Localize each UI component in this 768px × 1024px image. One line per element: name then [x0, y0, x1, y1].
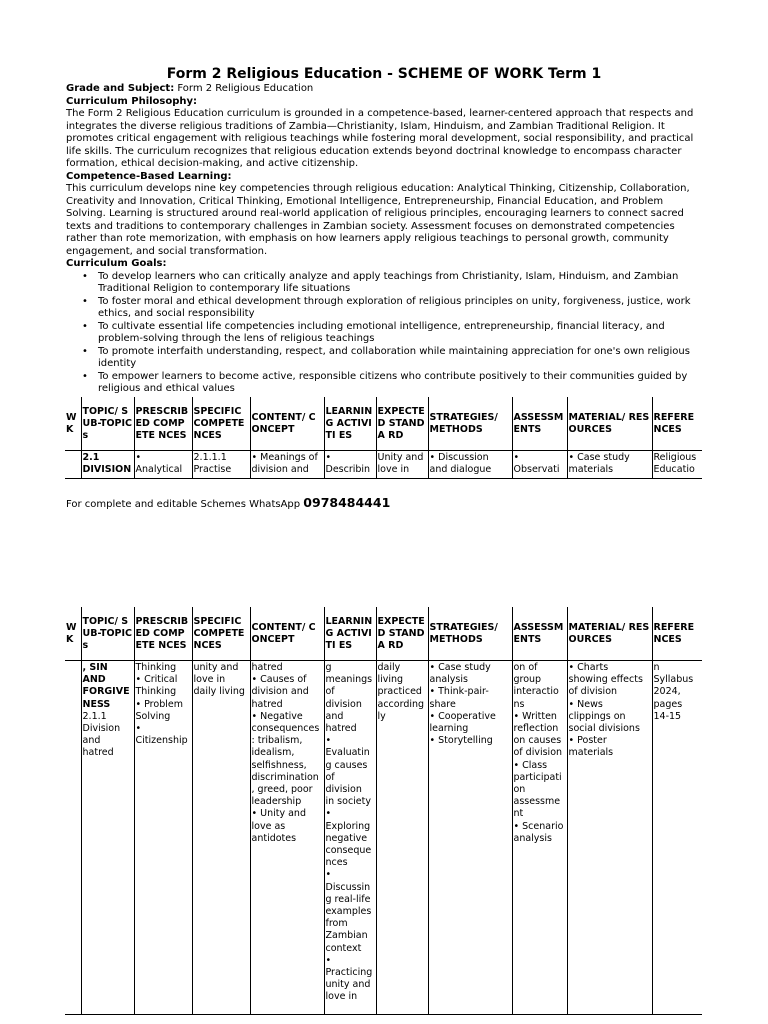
cell-line: Describin	[325, 464, 371, 476]
cell-line: Discussin	[325, 881, 371, 893]
cell-line: love in	[325, 991, 358, 1003]
cell-line: and	[325, 710, 344, 722]
cell-line: g	[325, 662, 332, 673]
cell-line: • Causes of	[251, 674, 307, 686]
cell-line: Exploring	[325, 820, 371, 832]
cell-line: g real-life	[325, 893, 371, 905]
column-header: TOPIC/ SUB-TOPICs	[81, 607, 134, 661]
goal-item: • To promote interfaith understanding, respect, and collaboration while maintaining appreciation for one's own religious identity	[98, 346, 698, 371]
column-header: SPECIFIC COMPETE NCES	[192, 397, 250, 451]
table-cell	[428, 661, 512, 1015]
cell-line: clippings on	[568, 710, 626, 722]
cell-line: in society	[325, 796, 371, 808]
scheme-table-page1	[65, 397, 702, 479]
column-header: SPECIFIC COMPETE NCES	[192, 607, 250, 661]
cell-line: love in	[377, 464, 410, 476]
cell-line: DIVISION	[82, 464, 132, 476]
cell-line: , SIN	[82, 662, 108, 673]
grade-and-subject	[66, 83, 698, 96]
cell-line: of division	[568, 686, 618, 698]
cell-line: • Case study	[429, 662, 491, 673]
cell-line: Citizenship	[135, 735, 188, 747]
cell-line: negative	[325, 832, 368, 844]
scheme-table-page2	[65, 607, 702, 1015]
table-cell	[134, 451, 192, 479]
table-cell	[376, 451, 428, 479]
cell-line: assessme	[513, 796, 561, 808]
cell-line: on causes	[513, 735, 562, 747]
cell-line: division	[325, 698, 362, 710]
cell-line: idealism,	[251, 747, 295, 759]
column-header: CONTENT/ CONCEPT	[250, 607, 324, 661]
table-cell	[134, 661, 192, 1015]
cell-line: consequences	[251, 723, 320, 735]
cell-line: interactio	[513, 686, 559, 698]
cell-line: division and	[251, 464, 309, 476]
cell-line: according	[377, 698, 425, 710]
cell-line: 2.1	[82, 452, 100, 463]
cell-line: NESS	[82, 698, 111, 710]
cell-line: ly	[377, 710, 386, 722]
table-header-row	[65, 397, 702, 451]
cell-line: reflection	[513, 723, 559, 735]
cell-line: , greed, poor	[251, 784, 313, 796]
table-cell	[81, 661, 134, 1015]
cell-line: ns	[513, 698, 525, 710]
cell-line: n	[653, 662, 660, 673]
cell-line: leadership	[251, 796, 302, 808]
column-header: W K	[65, 607, 81, 661]
cell-line: 2024,	[653, 686, 681, 698]
column-header: TOPIC/ SUB-TOPICs	[81, 397, 134, 451]
cell-line: hatred	[251, 698, 283, 710]
goals-heading: Curriculum Goals:	[66, 258, 167, 269]
cell-line: hatred	[251, 662, 283, 673]
table-header-row	[65, 607, 702, 661]
cell-line: on	[513, 784, 526, 796]
cell-line: • Case study	[568, 452, 630, 463]
cell-line: hatred	[82, 747, 114, 759]
goal-item: • To foster moral and ethical development through exploration of religious principles on unity, forgiveness, justice, work ethics, and social responsibility	[98, 296, 698, 321]
table-cell	[512, 661, 567, 1015]
column-header: REFERE NCES	[652, 397, 702, 451]
cell-line: • Scenario	[513, 820, 564, 832]
cell-line: AND	[82, 674, 106, 686]
column-header: STRATEGIES/ METHODS	[428, 397, 512, 451]
column-header: CONTENT/ CONCEPT	[250, 397, 324, 451]
cbl-text: This curriculum develops nine key competencies through religious education: Analytical Thinking, Citizenship, Collaboration, Creativity and Innovation, Critical Thinking, Emotional Intelligence, Entrepreneurship, Financial Education, and Problem Solving. Learning is structured around real-world application of religious principles, encouraging learners to connect sacred texts and traditions to contemporary challenges in Zambian society. Assessment focuses on demonstrated competencies rather than rote memorization, with emphasis on how learners apply religious teachings to personal growth, community engagement, and social transformation.	[66, 183, 690, 257]
cell-line: g causes	[325, 759, 368, 771]
table-cell	[567, 451, 652, 479]
cell-line: materials	[568, 464, 614, 476]
table-cell	[376, 661, 428, 1015]
table-cell	[512, 451, 567, 479]
cell-line: • Unity and	[251, 808, 306, 820]
cell-line: love as	[251, 820, 286, 832]
cell-line: • Think-pair-	[429, 686, 489, 698]
cell-line: •	[325, 808, 332, 820]
column-header: MATERIAL/ RESOURCES	[567, 607, 652, 661]
philosophy-heading: Curriculum Philosophy:	[66, 95, 198, 107]
cell-line: •	[325, 869, 332, 881]
table-cell	[250, 661, 324, 1015]
cell-line: of	[325, 771, 335, 783]
cell-line: Solving	[135, 710, 171, 722]
goals-list	[66, 271, 698, 396]
column-header: W K	[65, 397, 81, 451]
table-cell	[81, 451, 134, 479]
cell-line: discrimination	[251, 771, 319, 783]
footer-text: For complete and editable Schemes WhatsApp	[66, 499, 304, 510]
cell-line: learning	[429, 723, 469, 735]
cell-line: group	[513, 674, 542, 686]
goal-item: • To cultivate essential life competencies including emotional intelligence, entrepreneurship, financial literacy, and problem-solving through the lens of religious teachings	[98, 321, 698, 346]
table-cell	[192, 661, 250, 1015]
table-cell	[324, 451, 376, 479]
cell-line: FORGIVE	[82, 686, 130, 698]
cell-line: 2.1.1.1	[193, 452, 227, 463]
cell-line: Observati	[513, 464, 560, 476]
cell-line: unity and	[325, 979, 371, 991]
cell-line: • Meanings of	[251, 452, 318, 463]
cell-line: nces	[325, 857, 348, 869]
cell-line: • Class	[513, 759, 548, 771]
cell-line: •	[513, 452, 520, 463]
column-header: MATERIAL/ RESOURCES	[567, 397, 652, 451]
cell-line: • Poster	[568, 735, 607, 747]
cell-line: 14-15	[653, 710, 682, 722]
cell-line: • Cooperative	[429, 710, 496, 722]
cell-line: unity and	[193, 662, 239, 673]
cell-line: participati	[513, 771, 562, 783]
footer-phone: 0978484441	[303, 495, 391, 510]
goal-item: • To develop learners who can critically analyze and apply teachings from Christianity, Islam, Hinduism, and Zambian Traditional Religion to contemporary life situations	[98, 271, 698, 296]
cell-line: meanings	[325, 674, 373, 686]
cell-line: : tribalism,	[251, 735, 303, 747]
cell-line: Analytical	[135, 464, 183, 476]
page-title: Form 2 Religious Education - SCHEME OF WORK Term 1	[166, 66, 602, 82]
grade-value: Form 2 Religious Education	[174, 83, 314, 94]
cell-line: context	[325, 942, 362, 954]
cell-line: materials	[568, 747, 614, 759]
cell-line: analysis	[513, 832, 552, 844]
cell-line: •	[135, 452, 142, 463]
cell-line: 2.1.1	[82, 710, 107, 722]
cell-line: Practicing	[325, 967, 373, 979]
cell-line: showing effects	[568, 674, 643, 686]
cell-line: • Written	[513, 710, 557, 722]
column-header: EXPECTE D STANDA RD	[376, 607, 428, 661]
cell-line: share	[429, 698, 456, 710]
table-cell	[567, 661, 652, 1015]
cell-line: Syllabus	[653, 674, 694, 686]
column-header: REFERE NCES	[652, 607, 702, 661]
cell-line: •	[135, 723, 142, 735]
cell-line: examples	[325, 906, 372, 918]
cell-line: division	[325, 784, 362, 796]
cell-line: • News	[568, 698, 603, 710]
cell-line: • Discussion	[429, 452, 489, 463]
cell-line: social divisions	[568, 723, 640, 735]
cell-line: daily living	[193, 686, 245, 698]
cell-line: antidotes	[251, 832, 297, 844]
cell-line: Unity and	[377, 452, 424, 463]
column-header: STRATEGIES/ METHODS	[428, 607, 512, 661]
cell-line: daily	[377, 662, 401, 673]
cell-line: Educatio	[653, 464, 695, 476]
table-cell	[65, 451, 81, 479]
cell-line: • Problem	[135, 698, 183, 710]
cell-line: from	[325, 918, 348, 930]
cell-line: • Storytelling	[429, 735, 493, 747]
cell-line: division and	[251, 686, 309, 698]
table-cell	[652, 451, 702, 479]
cell-line: nt	[513, 808, 524, 820]
cell-line: of	[325, 686, 335, 698]
table-cell	[250, 451, 324, 479]
cell-line: • Charts	[568, 662, 609, 673]
intro-section	[66, 83, 698, 396]
cell-line: Practise	[193, 464, 232, 476]
column-header: ASSESSM ENTS	[512, 397, 567, 451]
cell-line: •	[325, 452, 332, 463]
column-header: EXPECTE D STANDA RD	[376, 397, 428, 451]
cell-line: on of	[513, 662, 538, 673]
cell-line: of division	[513, 747, 563, 759]
philosophy-text: The Form 2 Religious Education curriculum is grounded in a competence-based, learner-centered approach that respects and integrates the diverse religious traditions of Zambia—Christianity, Islam, Hinduism, and Zambian Traditional Religion. It promotes critical engagement with religious teachings while fostering moral development, social responsibility, and practical life skills. The curriculum recognizes that religious education extends beyond doctrinal knowledge to encompass character formation, ethical decision-making, and active citizenship.	[66, 108, 694, 169]
cell-line: conseque	[325, 845, 372, 857]
cbl-heading: Competence-Based Learning:	[66, 170, 232, 182]
table-cell	[192, 451, 250, 479]
cell-line: •	[325, 735, 332, 747]
cell-line: • Negative	[251, 710, 303, 722]
column-header: LEARNIN G ACTIVITI ES	[324, 397, 376, 451]
table-cell	[65, 661, 81, 1015]
table-cell	[652, 661, 702, 1015]
table-row	[65, 451, 702, 479]
column-header: PRESCRIB ED COMPETE NCES	[134, 607, 192, 661]
cell-line: living	[377, 674, 404, 686]
cell-line: •	[325, 954, 332, 966]
cell-line: practiced	[377, 686, 422, 698]
cell-line: analysis	[429, 674, 468, 686]
cell-line: Division	[82, 723, 121, 735]
column-header: LEARNIN G ACTIVITI ES	[324, 607, 376, 661]
cell-line: pages	[653, 698, 683, 710]
table-cell	[428, 451, 512, 479]
cell-line: and	[82, 735, 101, 747]
cell-line: Thinking	[135, 686, 177, 698]
cell-line: love in	[193, 674, 226, 686]
cell-line: Zambian	[325, 930, 368, 942]
cell-line: and dialogue	[429, 464, 492, 476]
goal-item: • To empower learners to become active, responsible citizens who contribute positively to their communities guided by religious and ethical values	[98, 371, 698, 396]
cell-line: • Critical	[135, 674, 178, 686]
column-header: PRESCRIB ED COMPETE NCES	[134, 397, 192, 451]
cell-line: selfishness,	[251, 759, 307, 771]
grade-label: Grade and Subject:	[66, 83, 175, 94]
cell-line: hatred	[325, 723, 357, 735]
column-header: ASSESSM ENTS	[512, 607, 567, 661]
table-cell	[324, 661, 376, 1015]
table-row	[65, 661, 702, 1015]
cell-line: Thinking	[135, 662, 177, 673]
cell-line: Religious	[653, 452, 697, 463]
cell-line: Evaluatin	[325, 747, 370, 759]
whatsapp-footer	[66, 497, 390, 512]
